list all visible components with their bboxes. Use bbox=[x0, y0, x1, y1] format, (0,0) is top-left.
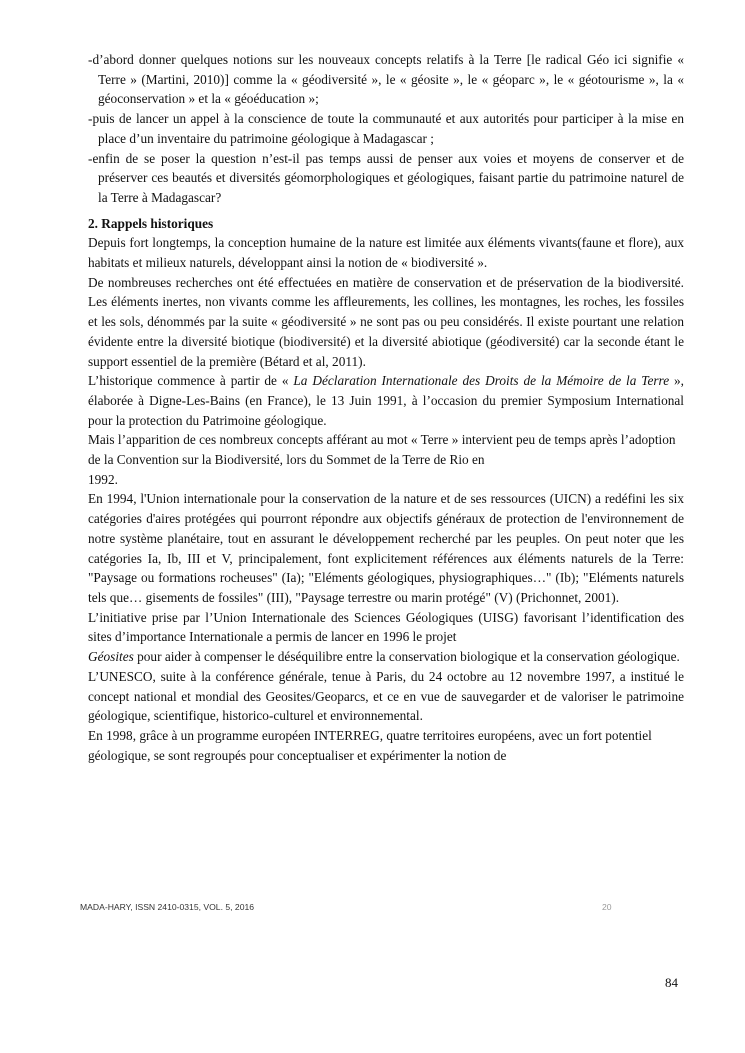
paragraph-text: », élaborée à Digne-Les-Bains (en France), le 13 Juin 1991, à l’occasion du premier Symposium International pour la protection du Patrimoine géologique. bbox=[88, 373, 684, 428]
paragraph-text: L’historique commence à partir de « bbox=[88, 373, 294, 389]
declaration-title: La Déclaration Internationale des Droits de la Mémoire de la Terre bbox=[293, 373, 670, 389]
paragraph-text: 1992. bbox=[88, 471, 118, 487]
body-text bbox=[88, 50, 684, 765]
list-item-text: d’abord donner quelques notions sur les nouveaux concepts relatifs à la Terre [le radical Géo ici signifie « Terre » (Martini, 2010)] comme la « géodiversité », le « géosite », le « géoparc », le « géotourisme », la « géoconservation » et la « géoéducation »; bbox=[92, 52, 684, 107]
inner-page-number: 20 bbox=[602, 902, 612, 912]
project-name: Géosites bbox=[88, 649, 134, 665]
paragraph-text: pour aider à compenser le déséquilibre entre la conservation biologique et la conservation géologique. bbox=[133, 649, 680, 665]
list-item-text: enfin de se poser la question n’est-il pas temps aussi de penser aux voies et moyens de conserver et de préserver ces beautés et diversités géomorphologiques et géologiques, faisant partie du patrimoine naturel de la Terre à Madagascar? bbox=[92, 150, 684, 205]
list-item: -d’abord donner quelques notions sur les nouveaux concepts relatifs à la Terre [le radical Géo ici signifie « Terre » (Martini, 2010)] comme la « géodiversité », le « géosite », le « géoparc », le « géotourisme », la « géoconservation » et la « géoéducation »; bbox=[88, 52, 684, 107]
paragraph bbox=[88, 371, 684, 430]
paragraph bbox=[88, 430, 684, 489]
list-item: -puis de lancer un appel à la conscience de toute la communauté et aux autorités pour participer à la mise en place d’un inventaire du patrimoine géologique à Madagascar ; bbox=[88, 111, 684, 146]
paragraph-text: L’initiative prise par l’Union Internationale des Sciences Géologiques (UISG) favorisant l’identification des sites d’importance Internationale a permis de lancer en 1996 le projet bbox=[88, 609, 684, 645]
paragraph: En 1998, grâce à un programme européen INTERREG, quatre territoires européens, avec un fort potentiel géologique, se sont regroupés pour conceptualiser et expérimenter la notion de bbox=[88, 727, 652, 763]
list-item-text: puis de lancer un appel à la conscience de toute la communauté et aux autorités pour participer à la mise en place d’un inventaire du patrimoine géologique à Madagascar ; bbox=[92, 111, 684, 146]
paragraph: L’UNESCO, suite à la conférence générale, tenue à Paris, du 24 octobre au 12 novembre 1997, a institué le concept national et mondial des Geosites/Geoparcs, et ce en vue de sauvegarder et de valoriser le patrimoine géologique, scientifique, historico-culturel et environnemental. bbox=[88, 668, 684, 724]
paragraph bbox=[88, 608, 684, 667]
paragraph: En 1994, l'Union internationale pour la conservation de la nature et de ses ressources (UICN) a redéfini les six catégories d'aires protégées qui pourront répondre aux objectifs généraux de protection de l'environnement de notre système planétaire, tout en assurant le développement recherché par les peuples. On peut noter que les catégories Ia, Ib, III et V, principalement, font explicitement références aux éléments naturels de la Terre: "Paysage ou formations rocheuses" (Ia); "Eléments géologiques, physiographiques…" (Ib); "Eléments naturels tels que… gisements de fossiles" (III), "Paysage terrestre ou marin protégé" (V) (Prichonnet, 2001). bbox=[88, 491, 684, 605]
section-heading: 2. Rappels historiques bbox=[88, 215, 214, 231]
list-item: -enfin de se poser la question n’est-il pas temps aussi de penser aux voies et moyens de conserver et de préserver ces beautés et diversités géomorphologiques et géologiques, faisant partie du patrimoine naturel de la Terre à Madagascar? bbox=[88, 150, 684, 205]
journal-citation: MADA-HARY, ISSN 2410-0315, VOL. 5, 2016 bbox=[80, 902, 255, 912]
paragraph: Depuis fort longtemps, la conception humaine de la nature est limitée aux éléments vivants(faune et flore), aux habitats et milieux naturels, développant ainsi la notion de « biodiversité ». bbox=[88, 235, 684, 271]
paragraph-text: Mais l’apparition de ces nombreux concepts afférant au mot « Terre » intervient peu de temps après l’adoption de la Convention sur la Biodiversité, lors du Sommet de la Terre de Rio en bbox=[88, 432, 676, 468]
page-number: 84 bbox=[665, 975, 678, 990]
paragraph: De nombreuses recherches ont été effectuées en matière de conservation et de préservation de la biodiversité. Les éléments inertes, non vivants comme les affleurements, les collines, les montagnes, les roches, les fossiles et les sols, dénommés par la suite « géodiversité » ne sont pas ou peu considérés. Il existe pourtant une relation évidente entre la diversité biotique (biodiversité) et la diversité abiotique (géodiversité) car la seconde étant le support essentiel de la première (Bétard et al, 2011). bbox=[88, 274, 684, 369]
objectives-list bbox=[88, 50, 684, 208]
